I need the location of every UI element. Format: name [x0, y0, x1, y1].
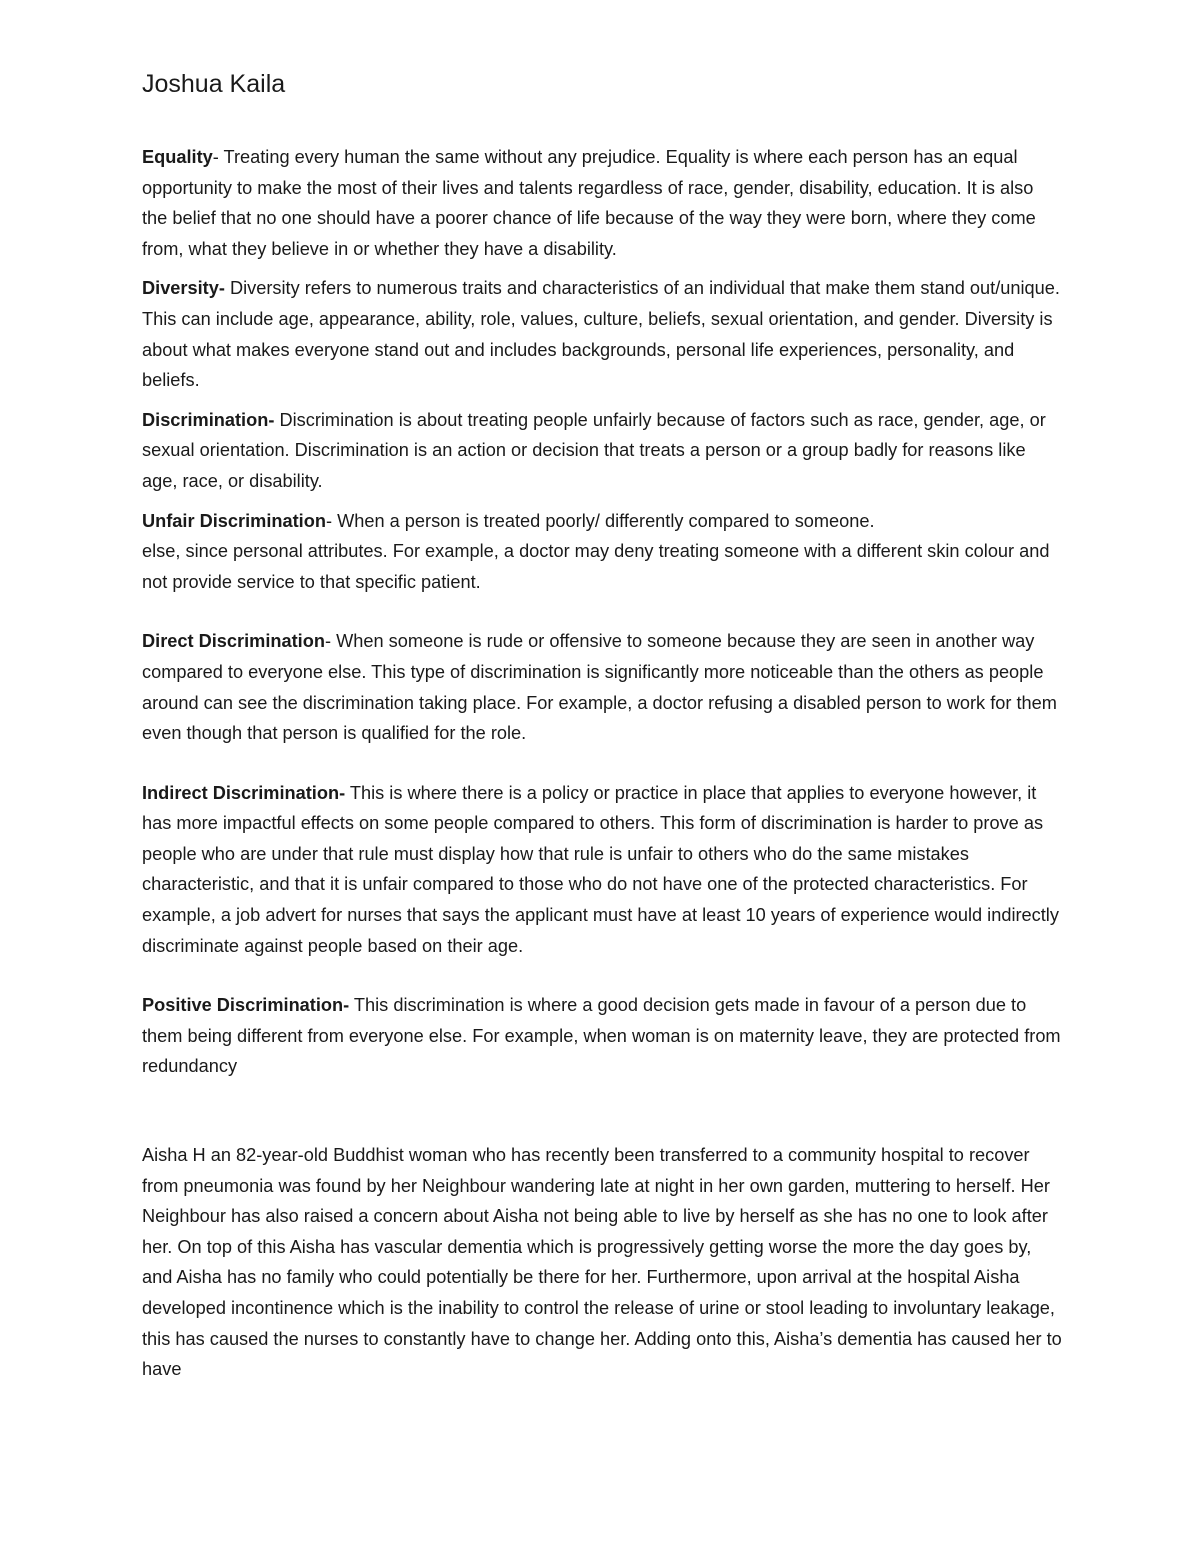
- author-name: Joshua Kaila: [142, 70, 286, 98]
- definition-text: Diversity refers to numerous traits and characteristics of an individual that make them stand out/unique. This can include age, appearance, ability, role, values, culture, beliefs, sexual orientation, and gender. Diversity is about what makes everyone stand out and includes backgrounds, personal life experiences, personality, and beliefs.: [142, 278, 1060, 391]
- definition-text: When someone is rude or offensive to someone because they are seen in another way compared to everyone else. This type of discrimination is significantly more noticeable than the others as people around can see the discrimination taking place. For example, a doctor refusing a disabled person to work for them even though that person is qualified for the role.: [142, 631, 1057, 744]
- definition-continuation: else, since personal attributes. For example, a doctor may deny treating someone with a different skin colour and not provide service to that specific patient.: [142, 541, 1050, 592]
- definition-first-line: [142, 506, 1062, 537]
- term-label: Unfair Discrimination: [142, 510, 326, 531]
- term-label: Positive Discrimination-: [142, 995, 350, 1016]
- definition-positive-discrimination: [142, 990, 1062, 1082]
- term-separator: -: [324, 631, 337, 652]
- definition-text: This is where there is a policy or practice in place that applies to everyone however, it has more impactful effects on some people compared to others. This form of discrimination is harder to prove as people who are under that rule must display how that rule is unfair to others who do the same mistakes characteristic, and that it is unfair compared to those who do not have one of the protected characteristics. For example, a job advert for nurses that says the applicant must have at least 10 years of experience would indirectly discriminate against people based on their age.: [142, 782, 1059, 956]
- definition-text: This discrimination is where a good decision gets made in favour of a person due to them being different from everyone else. For example, when woman is on maternity leave, they are protected from redundancy: [142, 995, 1061, 1077]
- definition-unfair-discrimination: [142, 506, 1062, 598]
- definition-indirect-discrimination: [142, 778, 1062, 962]
- definition-text: Discrimination is about treating people unfairly because of factors such as race, gender, age, or sexual orientation. Discrimination is an action or decision that treats a person or a group badly for reasons like age, race, or disability.: [142, 409, 1046, 491]
- term-label: Direct Discrimination: [142, 631, 325, 652]
- case-study-paragraph: Aisha H an 82-year-old Buddhist woman who has recently been transferred to a community hospital to recover from pneumonia was found by her Neighbour wandering late at night in her own garden, muttering to herself. Her Neighbour has also raised a concern about Aisha not being able to live by herself as she has no one to look after her. On top of this Aisha has vascular dementia which is progressively getting worse the more the day goes by, and Aisha has no family who could potentially be there for her. Furthermore, upon arrival at the hospital Aisha developed incontinence which is the inability to control the release of urine or stool leading to involuntary leakage, this has caused the nurses to constantly have to change her. Adding onto this, Aisha’s dementia has caused her to have: [142, 1145, 1062, 1380]
- term-label: Equality: [142, 147, 213, 167]
- definition-discrimination: [142, 405, 1062, 497]
- definition-diversity: [142, 273, 1062, 395]
- term-label: Indirect Discrimination-: [142, 782, 346, 803]
- definition-text: When a person is treated poorly/ differently compared to someone.: [337, 510, 875, 531]
- definition-text: Treating every human the same without any prejudice. Equality is where each person has an equal opportunity to make the most of their lives and talents regardless of race, gender, disability, education. It is also the belief that no one should have a poorer chance of life because of the way they were born, where they come from, what they believe in or whether they have a disability.: [142, 147, 1036, 259]
- term-separator: -: [325, 510, 338, 531]
- term-separator: -: [212, 147, 224, 167]
- term-label: Diversity-: [142, 278, 225, 299]
- term-label: Discrimination-: [142, 409, 275, 430]
- definition-direct-discrimination: [142, 626, 1062, 748]
- document-page: [142, 66, 1062, 1385]
- definition-equality: [142, 142, 1062, 264]
